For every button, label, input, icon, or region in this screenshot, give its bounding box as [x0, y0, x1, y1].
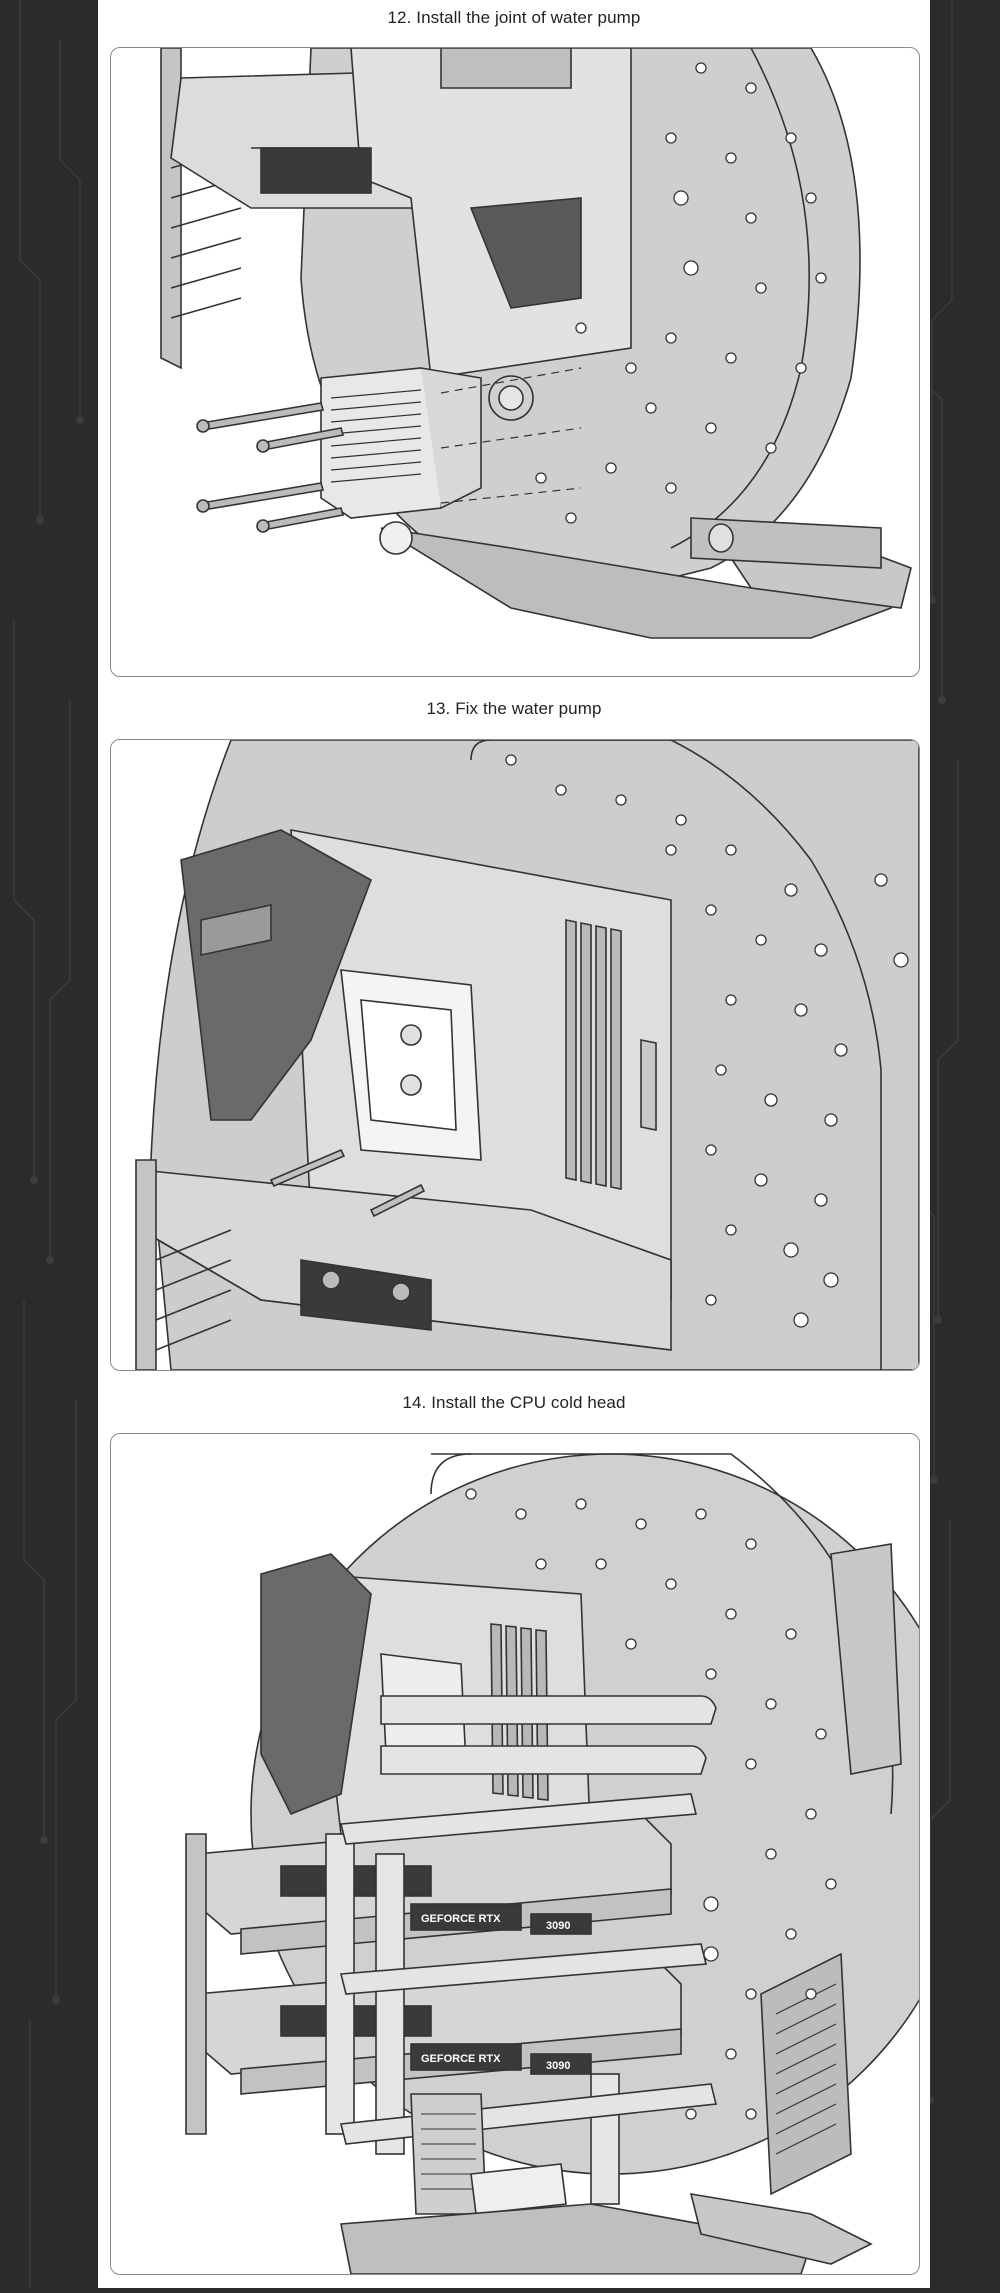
instruction-page	[98, 0, 930, 2288]
water-pump-joint-illustration	[111, 48, 919, 676]
step-14-caption: 14. Install the CPU cold head	[402, 1393, 626, 1412]
fix-water-pump-illustration	[111, 740, 919, 1370]
gpu-2-brand-text: GEFORCE RTX	[421, 2053, 501, 2065]
step-12-caption: 12. Install the joint of water pump	[387, 8, 641, 27]
step-12-illustration-panel	[110, 47, 920, 677]
step-14-illustration-panel	[110, 1433, 920, 2275]
gpu-2-model-text: 3090	[546, 2060, 571, 2072]
step-13-illustration-panel	[110, 739, 920, 1371]
gpu-1-brand-text: GEFORCE RTX	[421, 1913, 501, 1925]
cpu-cold-head-illustration	[111, 1434, 919, 2274]
left-circuit-pattern	[0, 0, 98, 2288]
gpu-1-model-text: 3090	[546, 1920, 571, 1932]
left-dark-border	[0, 0, 98, 2288]
step-13-caption: 13. Fix the water pump	[426, 699, 602, 718]
